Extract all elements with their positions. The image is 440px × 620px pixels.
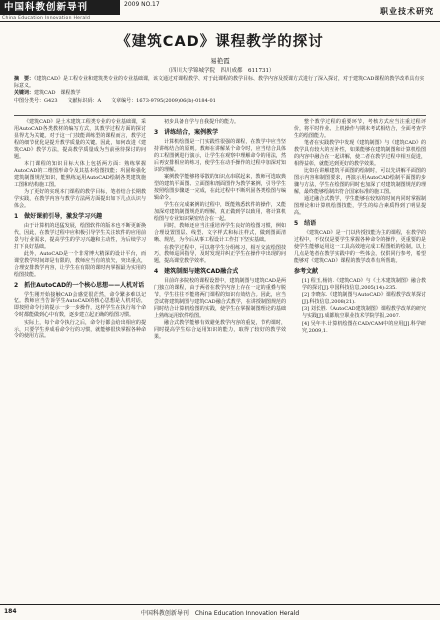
section-heading: 2 抓住AutoCAD的一个核心思想——人机对话 — [14, 281, 145, 289]
journal-subtitle: China Education Innovation Herald — [2, 16, 91, 21]
keywords-text: 建筑CAD 课程教学 — [34, 90, 81, 97]
paragraph: 实际上，每个命令执行之后，命令行都会给出相应的提示，只要学生养成看命令行的习惯，就能够很快掌握各种命令的使用方法。 — [14, 319, 146, 340]
paragraph: 由于计算机的迅猛发展，绘图软件的版本也不断更新换代，因此，在教学过程中应积极引导学生关注软件的应用前景与行业需求，提高学生的学习兴趣和主动性，为后续学习打下良好基础。 — [14, 222, 146, 250]
paragraph: 学生在完成案例的过程中，既能熟悉软件的操作，又能加深对建筑制图规范的理解，真正做到学以致用，将计算机绘图与专业知识紧密结合在一起。 — [154, 202, 286, 222]
reference-item: [1] 程玉,杨钧.《建筑CAD》与《土木建筑制图》融合教学的探讨[J].中国科技信息,2005(14):235. — [302, 277, 426, 291]
section-heading: 参考文献 — [294, 267, 319, 275]
section-heading: 3 讲练结合，案例教学 — [154, 128, 219, 136]
abstract — [14, 76, 426, 90]
page-number: 184 — [4, 608, 17, 615]
paragraph: 比如在讲解建筑平面图的绘制时，可以先讲解平面图的图示内容和制图要求，再演示用AutoCAD绘制平面图的步骤与方法，学生在绘图的同时也加深了对建筑制图规范的理解，最终能够绘制出符合国家标准的施工图。 — [294, 168, 426, 196]
paragraph: 《建筑CAD》是一门以传授技能为主的课程，在教学的过程中，不仅仅是要学生掌握各种命令的操作，更重要的是使学生能够运用这一工具高效地完成工程图纸的绘制。以上几点是笔者在教学实践中的一些体会，仅供同行参考，希望能够对《建筑CAD》课程的教学改革有所帮助。 — [294, 230, 426, 264]
reference-item: [3] 刘长胜.《AutoCAD建筑制图》课程教学改革的研究与实践[J].成都航空职业技术学院学报,2007. — [302, 306, 426, 320]
paragraph: 学生刚开始接触CAD会感觉很茫然，命令繁多难以记忆。教师应当告诉学生AutoCAD的核心思想是人机对话，即按照命令行的提示一步一步操作，这样学生在执行每个命令时都能做到心中有数，逐步建立起正确的绘图习惯。 — [14, 291, 146, 319]
paragraph: 为了更好的实现本门课程的教学目标，笔者结合长期教学实践，在教学内容与教学方法两方面提出如下几点认识与体会。 — [14, 189, 146, 209]
journal-issue: 2009 NO.17 — [124, 1, 160, 8]
article-author: 易艳霞 — [210, 57, 230, 65]
paragraph: 案例教学能够将零散的知识点串联起来，教师可选取典型的建筑平面图、立面图和剖面图作为教学案例，引导学生按照绘图步骤逐一完成，在此过程中不断巩固各类绘图与编辑命令。 — [154, 173, 286, 201]
paragraph: 此外，AutoCAD是一个非常博大精深的设计平台，而课堂教学时间却是有限的，教师应当有的放矢，突出重点，合理安排教学内容，让学生在有限的课时内掌握最为实用的绘图技能。 — [14, 250, 146, 278]
column-1 — [14, 119, 146, 341]
reference-item: [4] 吴年丰.计算机绘图在CAD/CAM中的应用[J].科学研究,2009,1. — [302, 320, 426, 334]
column-2 — [154, 119, 286, 341]
section-heading: 1 做好课前引导，激发学习兴趣 — [14, 212, 103, 220]
paragraph: 本门课程的知识目标大体上包括两方面：熟练掌握AutoCAD的二维图形命令及其基本绘图技能；巩固和强化建筑制图规范知识，能熟练运用AutoCAD绘制各类建筑施工图和结构施工图。 — [14, 160, 146, 188]
author-affiliation: （四川大学锦城学院 四川成都 611731） — [165, 68, 275, 74]
paragraph: 计算机绘图是一门实践性很强的课程，在教学中应当坚持讲练结合的原则。教师在讲解某个命令时，应当结合具体的工程图例进行演示，让学生在观察中理解命令的用法，然后再安排相应的练习，使学生在动手操作的过程中加深对知识的理解。 — [154, 138, 286, 173]
paragraph: 同时，教师还应当注重培养学生良好的绘图习惯，例如合理设置图层、线型、文字样式和标注样式，做到图面清晰、规范，为今后从事工程设计工作打下坚实基础。 — [154, 223, 286, 244]
column-3 — [294, 119, 426, 335]
paragraph: 在教学过程中，可以将学生分组练习，相互交流绘图技巧，教师巡回指导，及时发现并纠正学生在操作中出现的问题，提高课堂教学效率。 — [154, 244, 286, 265]
divider — [14, 115, 426, 116]
section-label: 职业技术研究 — [380, 7, 434, 16]
paragraph: 整个教学过程的重要环节，考核方式应当注重过程评价，将平时作业、上机操作与期末考试相结合，全面考查学生的绘图能力。 — [294, 119, 426, 139]
reference-item: [2] 李晓东.《建筑制图与AutoCAD》课程教学改革探讨[J].科技信息,2008(21). — [302, 292, 426, 305]
journal-header — [0, 0, 440, 22]
journal-name: 中国科教创新导刊 — [0, 0, 120, 15]
classification: 中图分类号：G423 文献标识码：A 文章编号：1673-9795(2009)06(b)-0184-01 — [14, 97, 216, 104]
page-footer — [0, 604, 440, 620]
paragraph: 融合式教学能够有效避免教学内容的重复，节约课时，同时提高学生综合运用知识的能力，取得了较好的教学效果。 — [154, 320, 286, 340]
abstract-block — [14, 76, 426, 105]
keywords — [14, 90, 426, 97]
section-heading: 5 结语 — [294, 220, 317, 228]
paragraph: 《建筑CAD》是土木建筑工程类专业的专业基础课，采用AutoCAD各类教材的编写方式，其教学过程方面的探讨显得尤为关键。对于这一门技能训练型的课程而言，教学过程的细节优化是提升教学质量的关键。因此，如何改进《建筑CAD》教学方法，提高教学质量成为当前亟待探讨的问题。 — [14, 119, 146, 160]
abstract-label: 摘 要： — [14, 76, 35, 82]
paragraph: 通过融合式教学，学生能够在较短的时间内同时掌握制图理论和计算机绘图技能，学生的综合素质得到了明显提高。 — [294, 196, 426, 217]
section-heading: 4 建筑制图与建筑CAD融合式 — [154, 268, 239, 276]
paragraph: 初步具备自学与自我提升的能力。 — [164, 119, 240, 125]
abstract-text: 《建筑CAD》是工程专业和建筑类专业的专业基础课，该文通过对课程教学、对于此课程的教学目标、教学内容及授课方式进行了深入探讨，对于建筑CAD课程的教学改革具有实际意义。 — [14, 76, 425, 90]
footer-text: 中国科教创新导刊 China Education Innovation Herald — [140, 610, 300, 617]
paragraph: 目前许多院校的课程设置中，建筑制图与建筑CAD是两门独立的课程，由于两者在教学内容上存在一定的重叠与脱节，学生往往不能将两门课程的知识有效结合。因此，应当尝试将建筑制图与建筑CAD融合式教学，在讲授制图规范的同时结合计算机绘图的实践，使学生在掌握制图理论的基础上熟练运用软件绘图。 — [154, 278, 286, 319]
article-title: 《建筑CAD》课程教学的探讨 — [116, 34, 324, 50]
paragraph: 笔者在实践教学中发现《建筑制图》与《建筑CAD》的教学具有较大的互补性，如果能够在建筑制图和计算机绘图的内容中融合在一起讲解，使二者在教学过程中相互促进，相得益彰，就能达到更好的教学效果。 — [294, 140, 426, 167]
keywords-label: 关键词： — [14, 90, 35, 97]
